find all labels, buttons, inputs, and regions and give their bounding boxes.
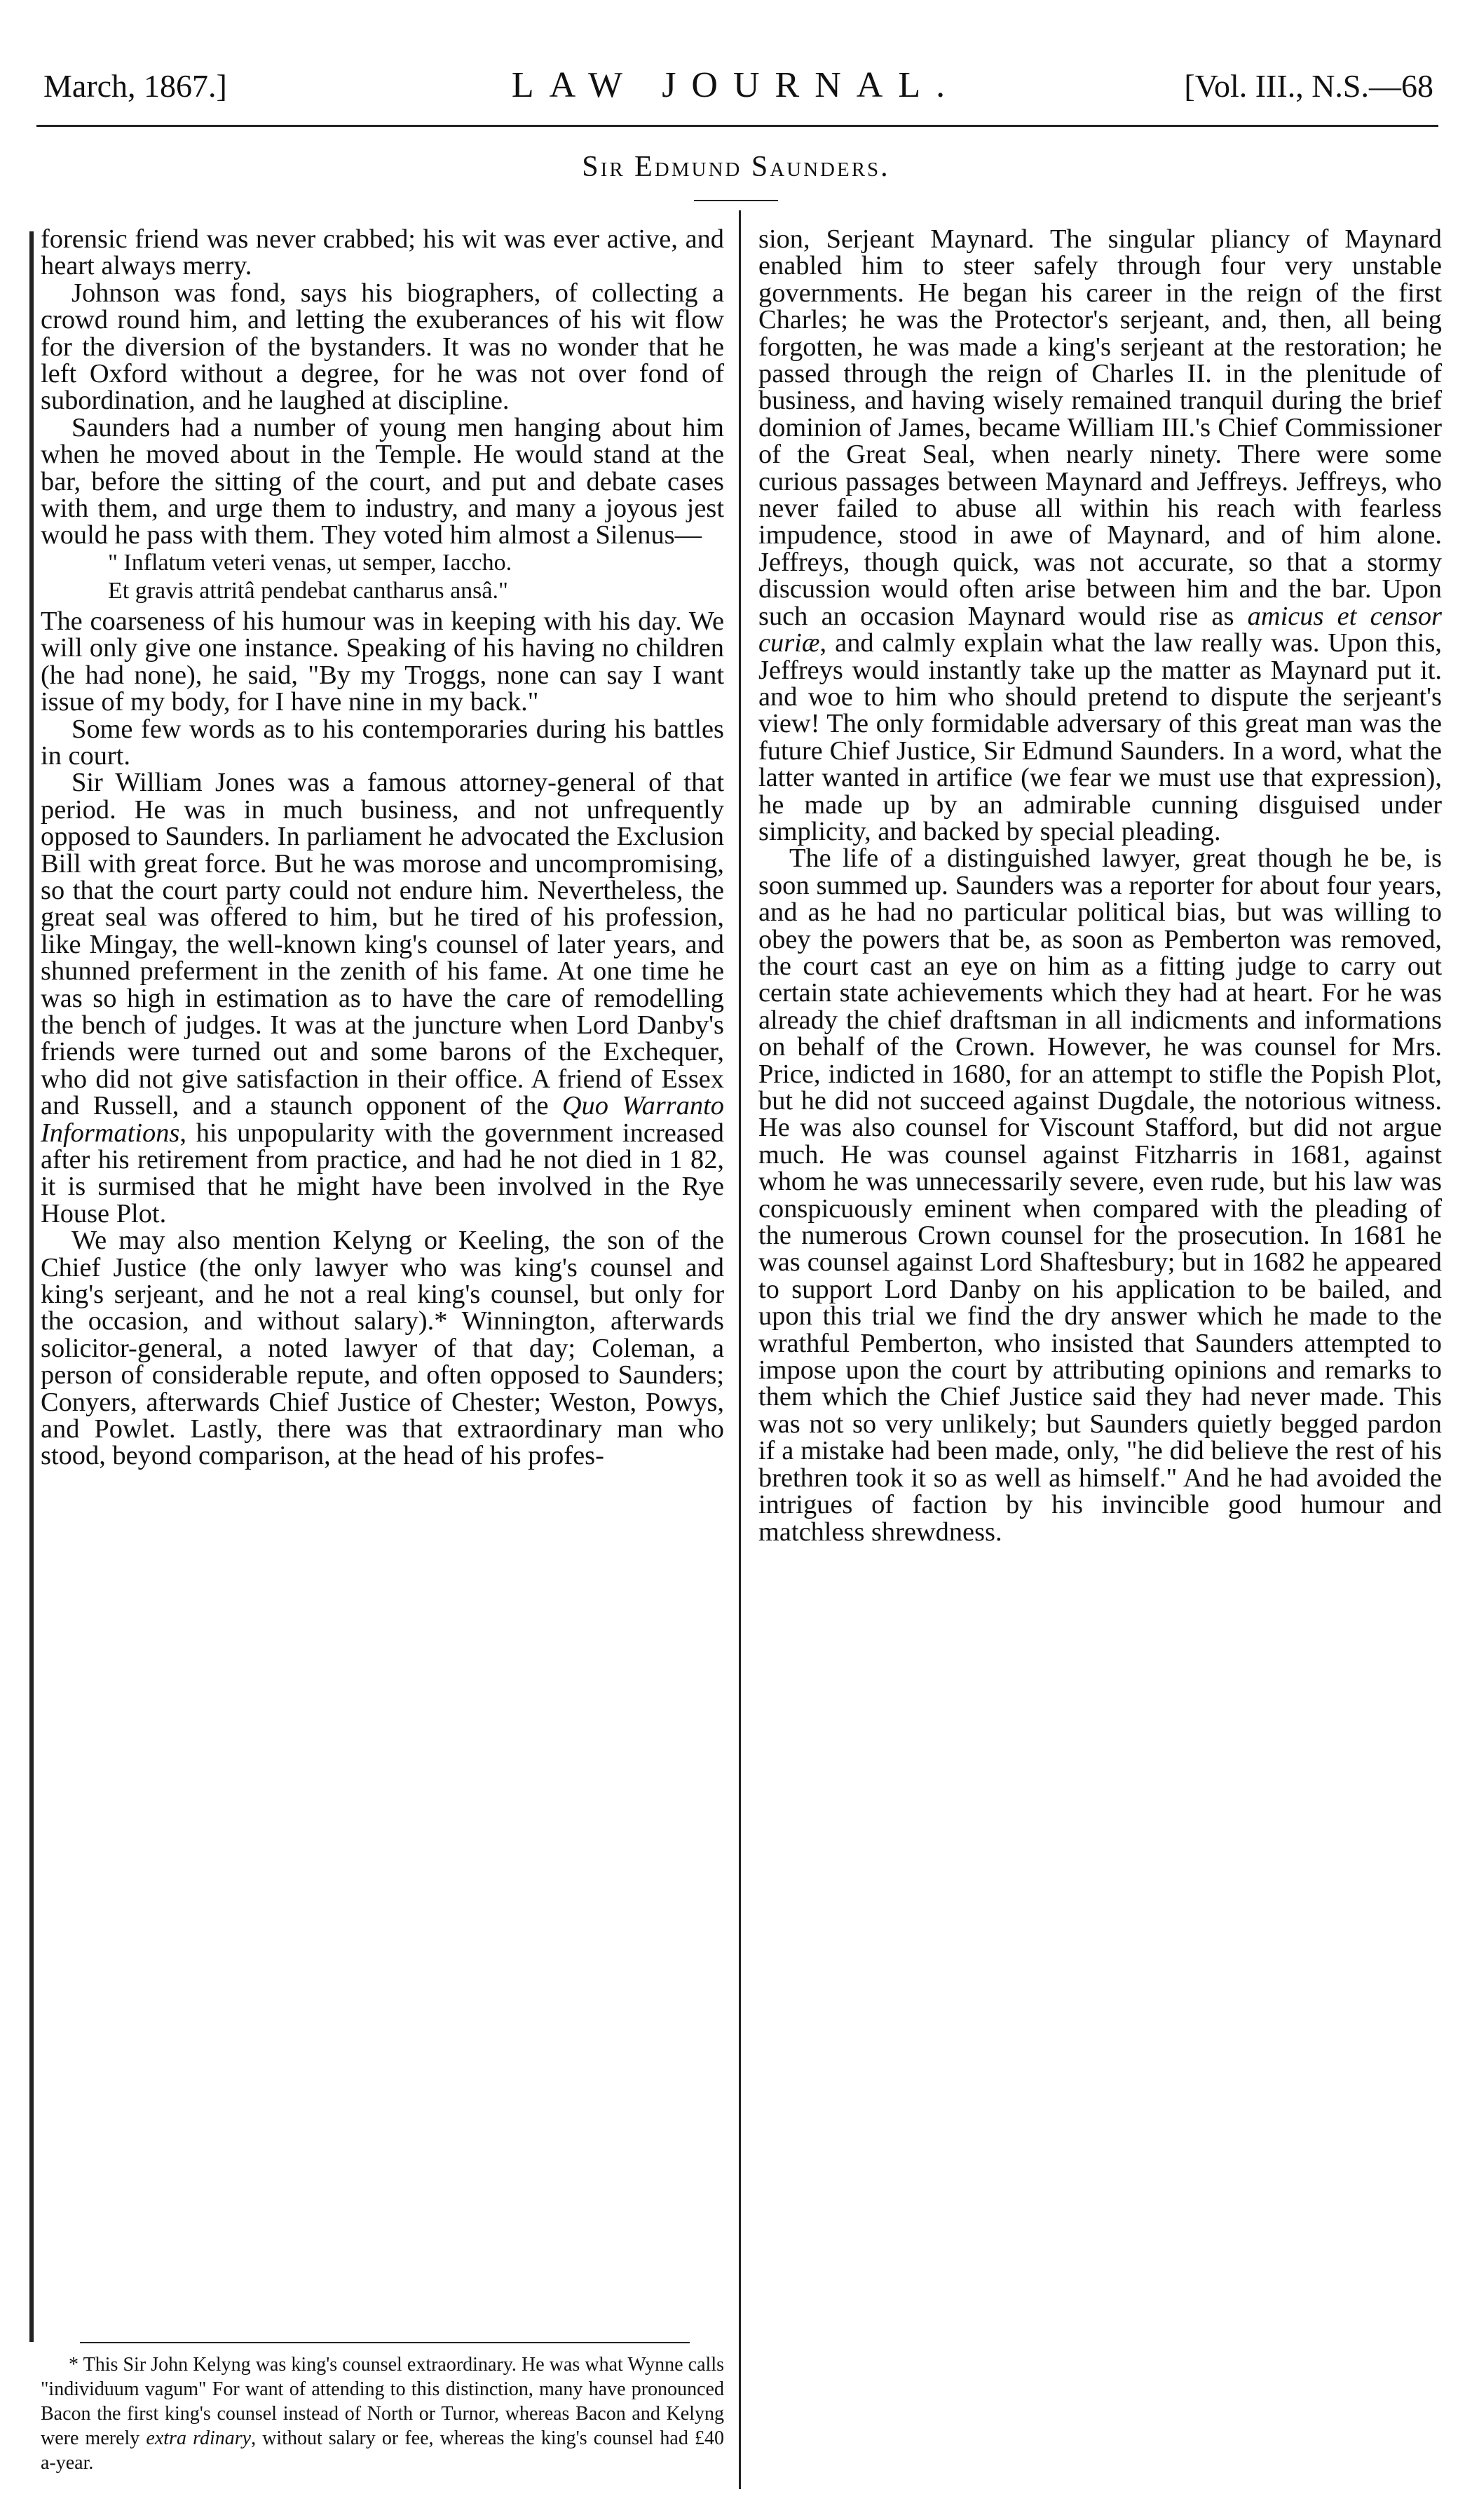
header-volume: [Vol. III., N.S.—68 <box>1184 68 1433 104</box>
paragraph <box>41 769 724 1227</box>
journal-title: LAW JOURNAL. <box>511 65 961 105</box>
title-rule <box>694 200 778 201</box>
text-run: * This Sir John Kelyng was king's counsel extraordinary. He was what Wynne calls "individuum vagum" For want of attending to this distinction, many have pronounced Bacon the first king's counsel instead of North or Turnor, whereas Bacon and Kelyng were merely <box>41 2354 724 2449</box>
italic-text: extra rdinary <box>146 2427 252 2449</box>
text-run: , his unpopularity with the government increased after his retirement from practice, and had he not died in 1 82, it is surmised that he might have been involved in the Rye House Plot. <box>41 1118 724 1228</box>
text-run: , and calmly explain what the law really was. Upon this, Jeffreys would instantly take up the matter as Maynard put it. and woe to him who should pretend to dispute the serjeant's view! The only formidable adversary of this great man was the future Chief Justice, Sir Edmund Saunders. In a word, what the latter wanted in artifice (we fear we must use that expression), he made up by an admirable cunning disguised under simplicity, and backed by special pleading. <box>758 628 1442 846</box>
header-rule <box>36 125 1438 127</box>
paragraph: We may also mention Kelyng or Keeling, the son of the Chief Justice (the only lawyer who was king's counsel and king's serjeant, and he not a real king's counsel, but only for the occasion, and without salary).* Winnington, afterwards solicitor-general, a noted lawyer of that day; Coleman, a person of considerable repute, and often opposed to Saunders; Conyers, afterwards Chief Justice of Chester; Weston, Powys, and Powlet. Lastly, there was that extraordinary man who stood, beyond comparison, at the head of his profes- <box>41 1226 724 1471</box>
italic-text: Quo Warranto Informations <box>41 1091 724 1148</box>
paragraph: Saunders had a number of young men hanging about him when he moved about in the Temple. He would stand at the bar, before the sitting of the court, and put and debate cases with them, and urge them to industry, and many a joyous jest would he pass with them. They voted him almost a Silenus— <box>41 412 724 550</box>
paragraph: Johnson was fond, says his biographers, of collecting a crowd round him, and letting the exuberances of his wit flow for the diversion of the bystanders. It was no wonder that he left Oxford without a degree, for he was not over fond of subordination, and he laughed at discipline. <box>41 278 724 416</box>
article-title: Sir Edmund Saunders. <box>582 151 890 183</box>
paragraph: The coarseness of his humour was in keeping with his day. We will only give one instance. Speaking of his having no children (he had none), he said, "By my Troggs, none can say I want issue of my body, for I have nine in my back." <box>41 606 724 717</box>
paragraph: Some few words as to his contemporaries during his battles in court. <box>41 714 724 771</box>
italic-text: amicus et censor curiæ <box>758 601 1442 658</box>
header-date: March, 1867.] <box>43 68 227 104</box>
left-column <box>41 226 724 1470</box>
margin-bar <box>29 231 34 2342</box>
paragraph: forensic friend was never crabbed; his wit was ever active, and heart always merry. <box>41 224 724 281</box>
latin-quote-line: " Inflatum veteri venas, ut semper, Iaccho. <box>108 549 512 576</box>
latin-quote-line: Et gravis attritâ pendebat cantharus ansâ." <box>108 577 508 604</box>
footnote-rule <box>80 2342 690 2343</box>
text-run: sion, Serjeant Maynard. The singular pliancy of Maynard enabled him to steer safely through four very unstable governments. He began his career in the reign of the first Charles; he was the Protector's serjeant, and, then, all being forgotten, he was made a king's serjeant at the restoration; he passed through the reign of Charles II. in the plenitude of business, and having wisely remained tranquil during the brief dominion of James, became William III.'s Chief Commissioner of the Great Seal, when nearly ninety. There were some curious passages between Maynard and Jeffreys. Jeffreys, who never failed to abuse all within his reach with fearless impudence, stood in awe of Maynard, and of him alone. Jeffreys, though quick, was not accurate, so that a stormy discussion would often arise between him and the bar. Upon such an occasion Maynard would rise as <box>758 224 1442 631</box>
text-run: , without salary or fee, whereas the king's counsel had £40 a-year. <box>41 2427 724 2474</box>
right-column <box>758 226 1442 1545</box>
column-divider <box>739 210 741 2489</box>
paragraph: The life of a distinguished lawyer, great though he be, is soon summed up. Saunders was a reporter for about four years, and as he had no particular political bias, but was willing to obey the powers that be, as soon as Pemberton was removed, the court cast an eye on him as a fitting judge to carry out certain state achievements which they had at heart. For he was already the chief draftsman in all indicments and informations on behalf of the Crown. However, he was counsel for Mrs. Price, indicted in 1680, for an attempt to stifle the Popish Plot, but he did not succeed against Dugdale, the notorious witness. He was also counsel for Viscount Stafford, but did not argue much. He was counsel against Fitzharris in 1681, against whom he was unnecessarily severe, even rude, but his law was conspicuously eminent when compared with the pleading of the numerous Crown counsel for the prosecution. In 1681 he was counsel against Lord Shaftesbury; but in 1682 he appeared to support Lord Danby on his application to be bailed, and upon this trial we find the dry answer which he made to the wrathful Pemberton, who insisted that Saunders attempted to impose upon the court by attributing opinions and remarks to them which the Chief Justice said they had never made. This was not so very unlikely; but Saunders quietly begged pardon if a mistake had been made, only, "he did believe the rest of his brethren took it so as well as himself." And he had avoided the intrigues of faction by his invincible good humour and matchless shrewdness. <box>758 844 1442 1547</box>
text-run: Sir William Jones was a famous attorney-general of that period. He was in much business, and not unfrequently opposed to Saunders. In parliament he advocated the Exclusion Bill with great force. But he was morose and uncompromising, so that the court party could not endure him. Nevertheless, the great seal was offered to him, but he tired of his profession, like Mingay, the well-known king's counsel of later years, and shunned preferment in the zenith of his fame. At one time he was so high in estimation as to have the care of remodelling the bench of judges. It was at the juncture when Lord Danby's friends were turned out and some barons of the Exchequer, who did not give satisfaction in their office. A friend of Essex and Russell, and a staunch opponent of the <box>41 768 724 1121</box>
paragraph <box>758 226 1442 845</box>
footnote-text <box>41 2352 724 2475</box>
footnote <box>41 2352 724 2475</box>
